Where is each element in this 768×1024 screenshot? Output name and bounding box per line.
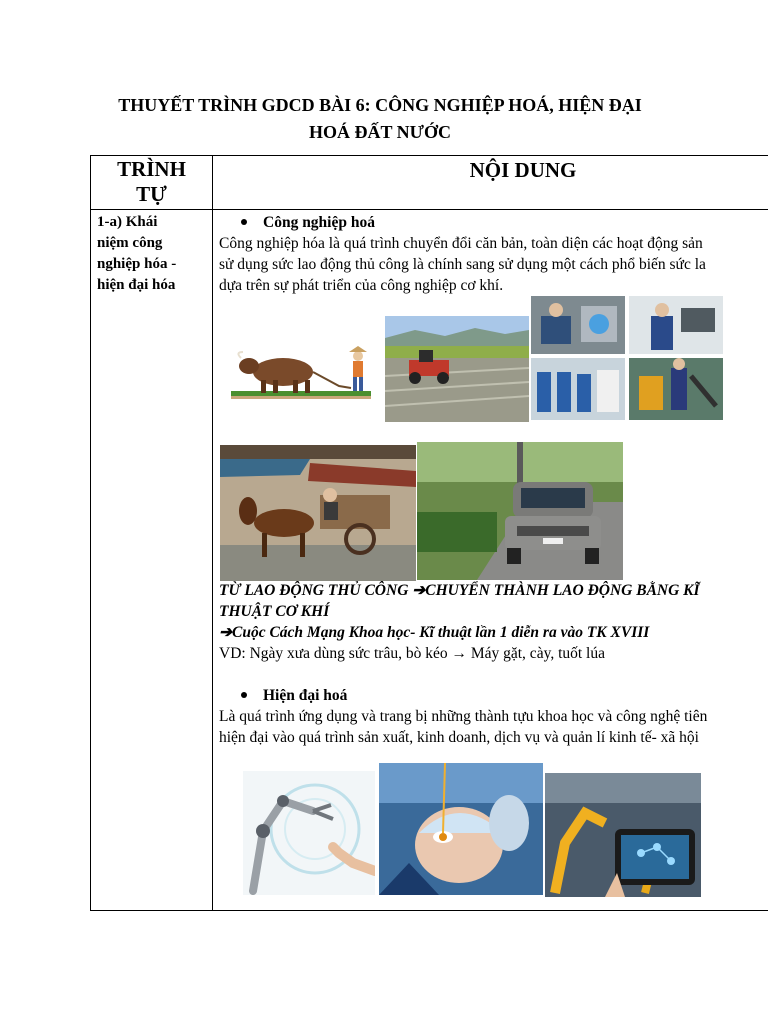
paragraph-line: Công nghiệp hóa là quá trình chuyển đổi căn bản, toàn diện các hoạt động sản (219, 235, 703, 252)
transition-line: THUẬT CƠ KHÍ (219, 603, 330, 620)
order-line: nghiệp hóa - (97, 256, 177, 272)
paragraph-line: hiện đại vào quá trình sản xuất, kinh doanh, dịch vụ và quản lí kinh tế- xã hội (219, 729, 699, 746)
content-table (90, 155, 768, 911)
bullet-modernization (219, 685, 347, 706)
paragraph-line: sử dụng sức lao động thủ công là chính sang sử dụng một cách phổ biến sức la (219, 256, 706, 273)
document-title (60, 92, 700, 146)
revolution-line: ➔Cuộc Cách Mạng Khoa học- Kĩ thuật lần 1 diễn ra vào TK XVIII (219, 624, 650, 641)
row-order-label (97, 212, 207, 296)
suv-car-street-image (417, 442, 623, 580)
bullet-industrialization (219, 212, 375, 233)
example-line: VD: Ngày xưa dùng sức trâu, bò kéo → Máy gặt, cày, tuốt lúa (219, 645, 605, 662)
robot-arm-hand-image (243, 771, 375, 895)
header-order-line-1: TRÌNH (117, 157, 186, 181)
paragraph-line: dựa trên sự phát triển của công nghiệp cơ khí. (219, 277, 504, 294)
title-line-2: HOÁ ĐẤT NƯỚC (308, 122, 451, 142)
horse-cart-market-image (220, 445, 416, 581)
header-order-line-2: TỰ (136, 182, 167, 206)
bullet-dot-icon (241, 692, 247, 698)
eye-laser-surgery-image (379, 763, 543, 895)
transition-line: TỪ LAO ĐỘNG THỦ CÔNG ➔CHUYỂN THÀNH LAO ĐỘNG BẰNG KĨ (219, 582, 700, 599)
section-heading: Hiện đại hoá (263, 687, 348, 704)
buffalo-plowing-image (221, 314, 379, 424)
order-line: niệm công (97, 235, 163, 251)
bullet-dot-icon (241, 219, 247, 225)
order-line: 1-a) Khái (97, 214, 158, 230)
industrial-robots-tablet-image (545, 773, 701, 897)
factory-workers-collage-image (531, 296, 723, 420)
title-line-1: THUYẾT TRÌNH GDCD BÀI 6: CÔNG NGHIỆP HOÁ, HIỆN ĐẠI (118, 95, 642, 115)
header-content: NỘI DUNG (469, 158, 577, 182)
section-heading: Công nghiệp hoá (263, 214, 375, 231)
tractor-rice-field-image (385, 316, 529, 422)
header-divider (91, 209, 768, 210)
paragraph-line: Là quá trình ứng dụng và trang bị những thành tựu khoa học và công nghệ tiên (219, 708, 708, 725)
order-line: hiện đại hóa (97, 277, 176, 293)
column-divider (212, 156, 213, 910)
header-order (91, 157, 212, 207)
